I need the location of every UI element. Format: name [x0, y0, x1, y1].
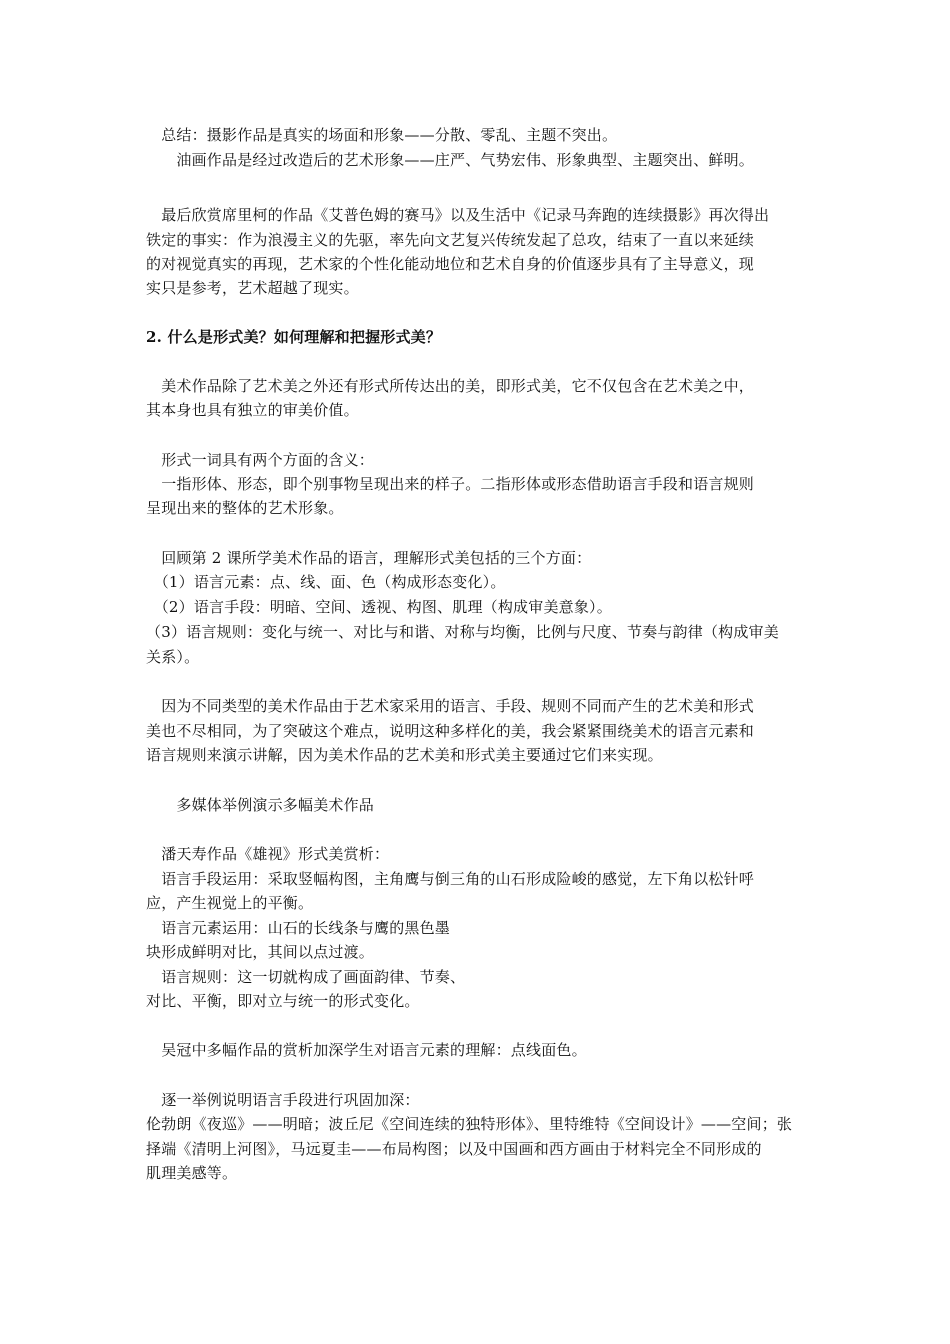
paragraph-line: 美术作品除了艺术美之外还有形式所传达出的美，即形式美，它不仅包含在艺术美之中， — [146, 377, 755, 395]
list-item: （2）语言手段：明暗、空间、透视、构图、肌理（构成审美意象）。 — [146, 598, 612, 616]
paragraph-line: 其本身也具有独立的审美价值。 — [146, 401, 359, 419]
paragraph-line: 因为不同类型的美术作品由于艺术家采用的语言、手段、规则不同而产生的艺术美和形式 — [146, 697, 755, 715]
paragraph-line: 语言规则：这一切就构成了画面韵律、节奏、 — [146, 968, 466, 986]
paragraph-line: 伦勃朗《夜巡》——明暗；波丘尼《空间连续的独特形体》、里特维特《空间设计》——空间；张 — [146, 1115, 793, 1133]
summary-line: 油画作品是经过改造后的艺术形象——庄严、气势宏伟、形象典型、主题突出、鲜明。 — [146, 151, 755, 169]
paragraph-line: 的对视觉真实的再现，艺术家的个性化能动地位和艺术自身的价值逐步具有了主导意义，现 — [146, 255, 755, 273]
paragraph-line: 语言元素运用：山石的长线条与鹰的黑色墨 — [146, 919, 451, 937]
paragraph-line: 语言规则来演示讲解，因为美术作品的艺术美和形式美主要通过它们来实现。 — [146, 746, 663, 764]
paragraph-line: 应，产生视觉上的平衡。 — [146, 894, 314, 912]
paragraph-line: 实只是参考，艺术超越了现实。 — [146, 279, 359, 297]
paragraph-line: 语言手段运用：采取竖幅构图，主角鹰与倒三角的山石形成险峻的感觉，左下角以松针呼 — [146, 870, 755, 888]
paragraph-line: 对比、平衡，即对立与统一的形式变化。 — [146, 992, 420, 1010]
list-item: 关系）。 — [146, 648, 200, 666]
paragraph-line: 最后欣赏席里柯的作品《艾普色姆的赛马》以及生活中《记录马奔跑的连续摄影》再次得出 — [146, 206, 770, 224]
paragraph-line: 潘天寿作品《雄视》形式美赏析： — [146, 845, 390, 863]
paragraph-line: 吴冠中多幅作品的赏析加深学生对语言元素的理解：点线面色。 — [146, 1041, 587, 1059]
paragraph-line: 逐一举例说明语言手段进行巩固加深： — [146, 1091, 420, 1109]
paragraph-line: 形式一词具有两个方面的含义： — [146, 451, 375, 469]
summary-line: 总结：摄影作品是真实的场面和形象——分散、零乱、主题不突出。 — [146, 126, 618, 144]
paragraph-line: 回顾第 2 课所学美术作品的语言，理解形式美包括的三个方面： — [146, 549, 592, 567]
paragraph-line: 择端《清明上河图》，马远夏圭——布局构图；以及中国画和西方画由于材料完全不同形成的 — [146, 1140, 762, 1158]
list-item: （3）语言规则：变化与统一、对比与和谐、对称与均衡，比例与尺度、节奏与韵律（构成审美 — [146, 623, 779, 641]
paragraph-line: 美也不尽相同，为了突破这个难点，说明这种多样化的美，我会紧紧围绕美术的语言元素和 — [146, 722, 755, 740]
section-heading: 2. 什么是形式美？如何理解和把握形式美？ — [146, 328, 442, 346]
paragraph-line: 肌理美感等。 — [146, 1164, 238, 1182]
list-item: （1）语言元素：点、线、面、色（构成形态变化）。 — [146, 573, 506, 591]
paragraph-line: 一指形体、形态，即个别事物呈现出来的样子。二指形体或形态借助语言手段和语言规则 — [146, 475, 755, 493]
paragraph-line: 铁定的事实：作为浪漫主义的先驱，率先向文艺复兴传统发起了总攻，结束了一直以来延续 — [146, 231, 755, 249]
paragraph-line: 块形成鲜明对比，其间以点过渡。 — [146, 943, 375, 961]
paragraph-line: 呈现出来的整体的艺术形象。 — [146, 499, 344, 517]
paragraph-line: 多媒体举例演示多幅美术作品 — [146, 796, 375, 814]
